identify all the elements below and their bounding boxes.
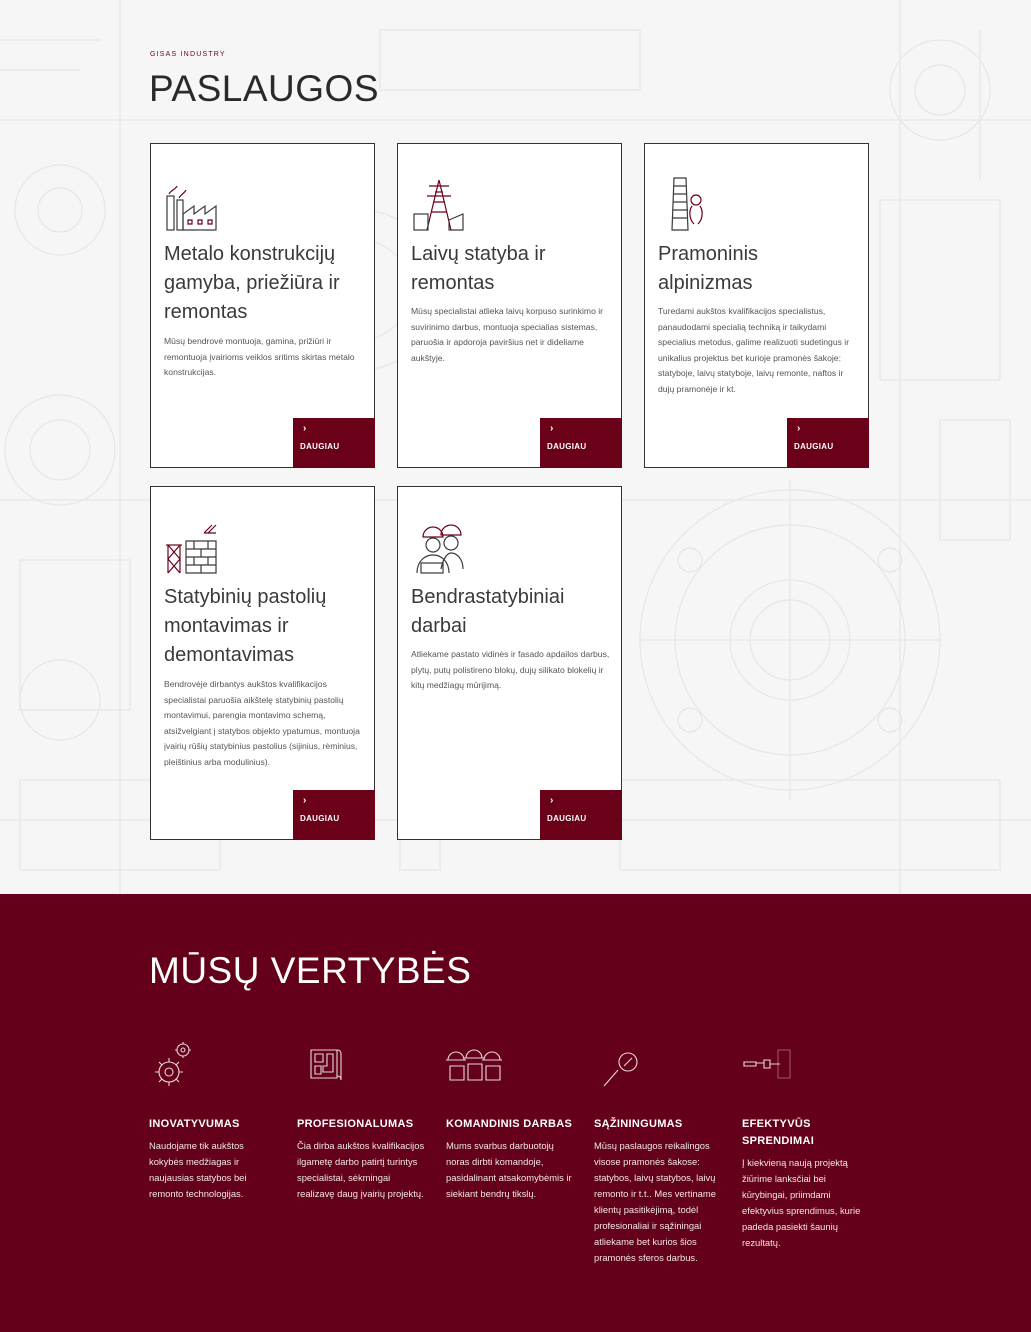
more-button[interactable]: [540, 418, 622, 468]
card-title: Statybinių pastolių montavimas ir demontavimas: [164, 586, 327, 666]
value-title: EFEKTYVŪS SPRENDIMAI: [742, 1118, 815, 1147]
more-button[interactable]: [787, 418, 869, 468]
card-title: Bendrastatybiniai darbai: [411, 586, 565, 637]
card-text: Bendrovėje dirbantys aukštos kvalifikacijos specialistai paruošia aikštelę statybinių pastolių montavimui, parengia montavimo schemą, atsižvelgiant į statybos objekto ypatumus, montuoja įvairių rūšių statybinius pastolius (sijinius, rėminius, pleištinius arba modulinius).: [164, 679, 360, 767]
more-button-label: DAUGIAU: [794, 442, 834, 451]
card-text: Mūsų bendrovė montuoja, gamina, prižiūri ir remontuoja įvairioms veiklos sritims skirtas metalo konstrukcijas.: [164, 336, 355, 378]
chevron-right-icon: ›: [797, 423, 801, 434]
value-text: Mums svarbus darbuotojų noras dirbti komandoje, pasidalinant atsakomybėmis ir siekiant bendrų tikslų.: [446, 1140, 572, 1199]
value-text: Čia dirba aukštos kvalifikacijos ilgametę darbo patirtį turintys specialistai, sėkmingai realizavę daug įvairių projektų.: [297, 1140, 425, 1199]
compass-icon: [594, 1040, 654, 1090]
more-button[interactable]: [540, 790, 622, 840]
value-title: SĄŽININGUMAS: [594, 1118, 683, 1130]
factory-icon: [164, 176, 220, 232]
more-button-label: DAUGIAU: [300, 814, 340, 823]
values-section: [0, 894, 1031, 1332]
card-text: Mūsų specialistai atlieka laivų korpuso surinkimo ir suvirinimo darbus, montuoja specialias sistemas, paruošia ir apdoroja paviršius net ir dideliame aukštyje.: [411, 306, 604, 363]
more-button-label: DAUGIAU: [547, 814, 587, 823]
card-title: Laivų statyba ir remontas: [411, 243, 546, 294]
scaffolding-icon: [164, 519, 220, 575]
card-text: Atliekame pastato vidinės ir fasado apdailos darbus, plytų, putų polistireno blokų, dujų silikato blokelių ir kitų medžiagų mūrijimą.: [411, 649, 610, 691]
tool-icon: [742, 1040, 802, 1090]
page-title: PASLAUGOS: [149, 68, 380, 109]
value-title: KOMANDINIS DARBAS: [446, 1118, 573, 1130]
helmets-icon: [446, 1040, 506, 1090]
chevron-right-icon: ›: [303, 795, 307, 806]
value-text: Mūsų paslaugos reikalingos visose pramonės šakose: statybos, laivų statybos, laivų remonto ir t.t.. Mes vertiname klientų pasitikėjimą, todėl profesionaliai ir sąžiningai atliekame bet kurios šios pramonės sferos darbus.: [594, 1140, 716, 1263]
chevron-right-icon: ›: [303, 423, 307, 434]
more-button-label: DAUGIAU: [300, 442, 340, 451]
more-button[interactable]: [293, 790, 375, 840]
service-card: [397, 486, 622, 840]
chevron-right-icon: ›: [550, 795, 554, 806]
value-title: INOVATYVUMAS: [149, 1118, 240, 1130]
chimney-climber-icon: [658, 176, 714, 232]
values-title: MŪSŲ VERTYBĖS: [149, 950, 472, 991]
blueprint-icon: [297, 1040, 357, 1090]
tower-icon: [411, 176, 467, 232]
value-text: Į kiekvieną naują projektą žiūrime lanksčiai bei kūrybingai, priimdami efektyvius sprendimus, kurie padeda pasiekti šaunių rezultatų.: [742, 1157, 861, 1248]
more-button-label: DAUGIAU: [547, 442, 587, 451]
section-kicker: GISAS INDUSTRY: [150, 51, 226, 58]
more-button[interactable]: [293, 418, 375, 468]
workers-icon: [411, 519, 467, 575]
chevron-right-icon: ›: [550, 423, 554, 434]
card-title: Metalo konstrukcijų gamyba, priežiūra ir remontas: [164, 243, 340, 323]
service-card: [150, 486, 375, 840]
gears-icon: [149, 1040, 209, 1090]
card-text: Turedami aukštos kvalifikacijos specialistus, panaudodami specialią techniką ir taikydami specialius metodus, galime realizuoti sudetingus ir unikalius projektus bet kurioje pramonės šakoje: statyboje, laivų statyboje, laivų remonte, naftos ir dujų pramonėje ir kt.: [658, 306, 850, 394]
card-title: Pramoninis alpinizmas: [658, 243, 759, 294]
value-title: PROFESIONALUMAS: [297, 1118, 414, 1130]
value-text: Naudojame tik aukštos kokybės medžiagas ir naujausias statybos bei remonto technologijas.: [149, 1140, 247, 1199]
service-card: [150, 143, 375, 468]
service-card: [644, 143, 869, 468]
service-card: [397, 143, 622, 468]
